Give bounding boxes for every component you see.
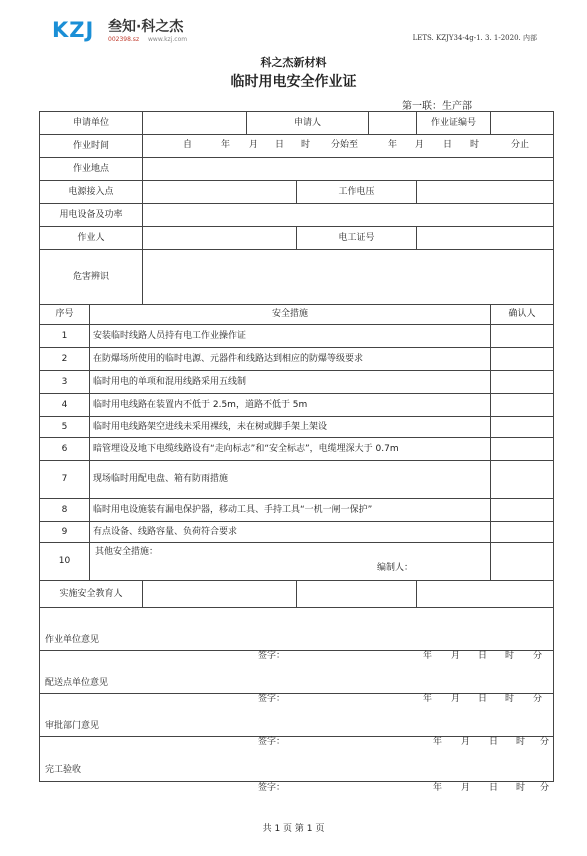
date-hour: 时	[505, 694, 515, 704]
opinion-label: 作业单位意见	[45, 635, 100, 645]
time-part: 年	[221, 140, 231, 150]
permit-form-table	[39, 111, 554, 793]
measure-text: 安装临时线路人员持有电工作业操作证	[90, 325, 491, 348]
time-part: 月	[415, 140, 425, 150]
page-footer: 共 1 页 第 1 页	[262, 824, 325, 834]
logo-url: www.kzj.com	[148, 36, 188, 43]
date-month: 月	[451, 651, 461, 661]
location-label: 作业地点	[40, 158, 143, 181]
date-day: 日	[489, 783, 499, 793]
measure-confirm-field[interactable]	[491, 461, 554, 499]
educator-field-3[interactable]	[417, 581, 554, 608]
time-part: 日	[275, 140, 285, 150]
time-part: 日	[443, 140, 453, 150]
worker-field[interactable]	[143, 227, 297, 250]
voltage-field[interactable]	[417, 181, 554, 204]
date-day: 日	[489, 737, 499, 747]
date-minute: 分	[533, 651, 543, 661]
measure-no: 10	[40, 543, 90, 581]
measure-no: 3	[40, 371, 90, 394]
date-hour: 时	[516, 783, 526, 793]
time-part: 时	[301, 140, 311, 150]
measure-text: 现场临时用配电盘、箱有防雨措施	[90, 461, 491, 499]
measure-text: 有点设备、线路容量、负荷符合要求	[90, 522, 491, 543]
opinion-label: 完工验收	[45, 765, 82, 775]
measure-text: 临时用电设施装有漏电保护器，移动工具、手持工具“一机一闸一保护”	[90, 499, 491, 522]
date-month: 月	[461, 737, 471, 747]
sign-label: 签字：	[258, 737, 286, 747]
document-number: LETS. KZJY34-4g-1. 3. 1-2020. 内部	[412, 34, 537, 42]
measure-text: 其他安全措施：	[95, 547, 159, 557]
measure-other[interactable]	[90, 543, 491, 581]
time-part: 月	[249, 140, 259, 150]
measure-text: 临时用电线路在装置内不低于 2.5m，道路不低于 5m	[90, 394, 491, 417]
date-hour: 时	[516, 737, 526, 747]
measure-confirm-field[interactable]	[491, 499, 554, 522]
permit-no-label: 作业证编号	[417, 112, 491, 135]
date-year: 年	[423, 651, 433, 661]
date-month: 月	[461, 783, 471, 793]
work-unit-opinion[interactable]	[40, 608, 554, 661]
equipment-label: 用电设备及功率	[40, 204, 143, 227]
time-part: 自	[183, 140, 193, 150]
power-point-field[interactable]	[143, 181, 297, 204]
date-year: 年	[423, 694, 433, 704]
hazard-field[interactable]	[143, 250, 554, 305]
measure-confirm-field[interactable]	[491, 438, 554, 461]
equipment-field[interactable]	[143, 204, 554, 227]
electrician-no-label: 电工证号	[297, 227, 417, 250]
apply-unit-field[interactable]	[143, 112, 247, 135]
measure-text: 暗管埋设及地下电缆线路设有“走向标志”和“安全标志”，电缆埋深大于 0.7m	[90, 438, 491, 461]
applicant-label: 申请人	[247, 112, 369, 135]
copy-label: 第一联：生产部	[402, 101, 472, 112]
measure-confirm-field[interactable]	[491, 394, 554, 417]
measures-col-measure: 安全措施	[90, 305, 491, 325]
measure-text: 临时用电线路架空进线未采用裸线，未在树或脚手架上架设	[90, 417, 491, 438]
measures-col-confirm: 确认人	[491, 305, 554, 325]
measure-no: 4	[40, 394, 90, 417]
distribution-opinion[interactable]	[40, 651, 554, 704]
date-year: 年	[433, 737, 443, 747]
educator-field-1[interactable]	[143, 581, 297, 608]
approval-opinion[interactable]	[40, 694, 554, 747]
date-day: 日	[478, 694, 488, 704]
measure-no: 9	[40, 522, 90, 543]
measure-no: 5	[40, 417, 90, 438]
educator-field-2[interactable]	[297, 581, 417, 608]
applicant-field[interactable]	[369, 112, 417, 135]
date-minute: 分	[540, 737, 550, 747]
power-point-label: 电源接入点	[40, 181, 143, 204]
sign-label: 签字：	[258, 783, 286, 793]
measure-confirm-field[interactable]	[491, 417, 554, 438]
measure-no: 2	[40, 348, 90, 371]
educator-label: 实施安全教育人	[40, 581, 143, 608]
page-title: 临时用电安全作业证	[230, 74, 357, 90]
date-year: 年	[433, 783, 443, 793]
work-time-label: 作业时间	[40, 135, 143, 158]
date-minute: 分	[533, 694, 543, 704]
measure-confirm-field[interactable]	[491, 543, 554, 581]
voltage-label: 工作电压	[297, 181, 417, 204]
date-hour: 时	[505, 651, 515, 661]
date-month: 月	[451, 694, 461, 704]
measures-col-no: 序号	[40, 305, 90, 325]
location-field[interactable]	[143, 158, 554, 181]
measure-confirm-field[interactable]	[491, 348, 554, 371]
sign-label: 签字：	[258, 694, 286, 704]
date-minute: 分	[540, 783, 550, 793]
time-part: 分始至	[331, 140, 359, 150]
measure-text: 临时用电的单项和混用线路采用五线制	[90, 371, 491, 394]
apply-unit-label: 申请单位	[40, 112, 143, 135]
work-time-field[interactable]	[143, 135, 554, 158]
electrician-no-field[interactable]	[417, 227, 554, 250]
measure-confirm-field[interactable]	[491, 522, 554, 543]
measure-no: 7	[40, 461, 90, 499]
measure-author-label: 编制人：	[377, 563, 414, 573]
logo-stock-code: 002398.sz	[108, 36, 140, 43]
time-part: 分止	[511, 140, 530, 150]
measure-confirm-field[interactable]	[491, 325, 554, 348]
measure-no: 8	[40, 499, 90, 522]
opinion-label: 配送点单位意见	[45, 678, 109, 688]
company-logo	[52, 18, 222, 46]
measure-no: 1	[40, 325, 90, 348]
time-part: 时	[470, 140, 480, 150]
sign-label: 签字：	[258, 651, 286, 661]
completion-acceptance[interactable]	[40, 737, 554, 793]
permit-no-field[interactable]	[491, 112, 554, 135]
measure-text: 在防爆场所使用的临时电源、元器件和线路达到相应的防爆等级要求	[90, 348, 491, 371]
opinion-label: 审批部门意见	[45, 721, 100, 731]
logo-mark: KZJ	[52, 18, 95, 42]
logo-chinese-name: 叁知·科之杰	[108, 19, 184, 35]
time-part: 年	[388, 140, 398, 150]
measure-confirm-field[interactable]	[491, 371, 554, 394]
hazard-label: 危害辨识	[40, 250, 143, 305]
company-name: 科之杰新材料	[260, 56, 327, 69]
measure-no: 6	[40, 438, 90, 461]
worker-label: 作业人	[40, 227, 143, 250]
date-day: 日	[478, 651, 488, 661]
